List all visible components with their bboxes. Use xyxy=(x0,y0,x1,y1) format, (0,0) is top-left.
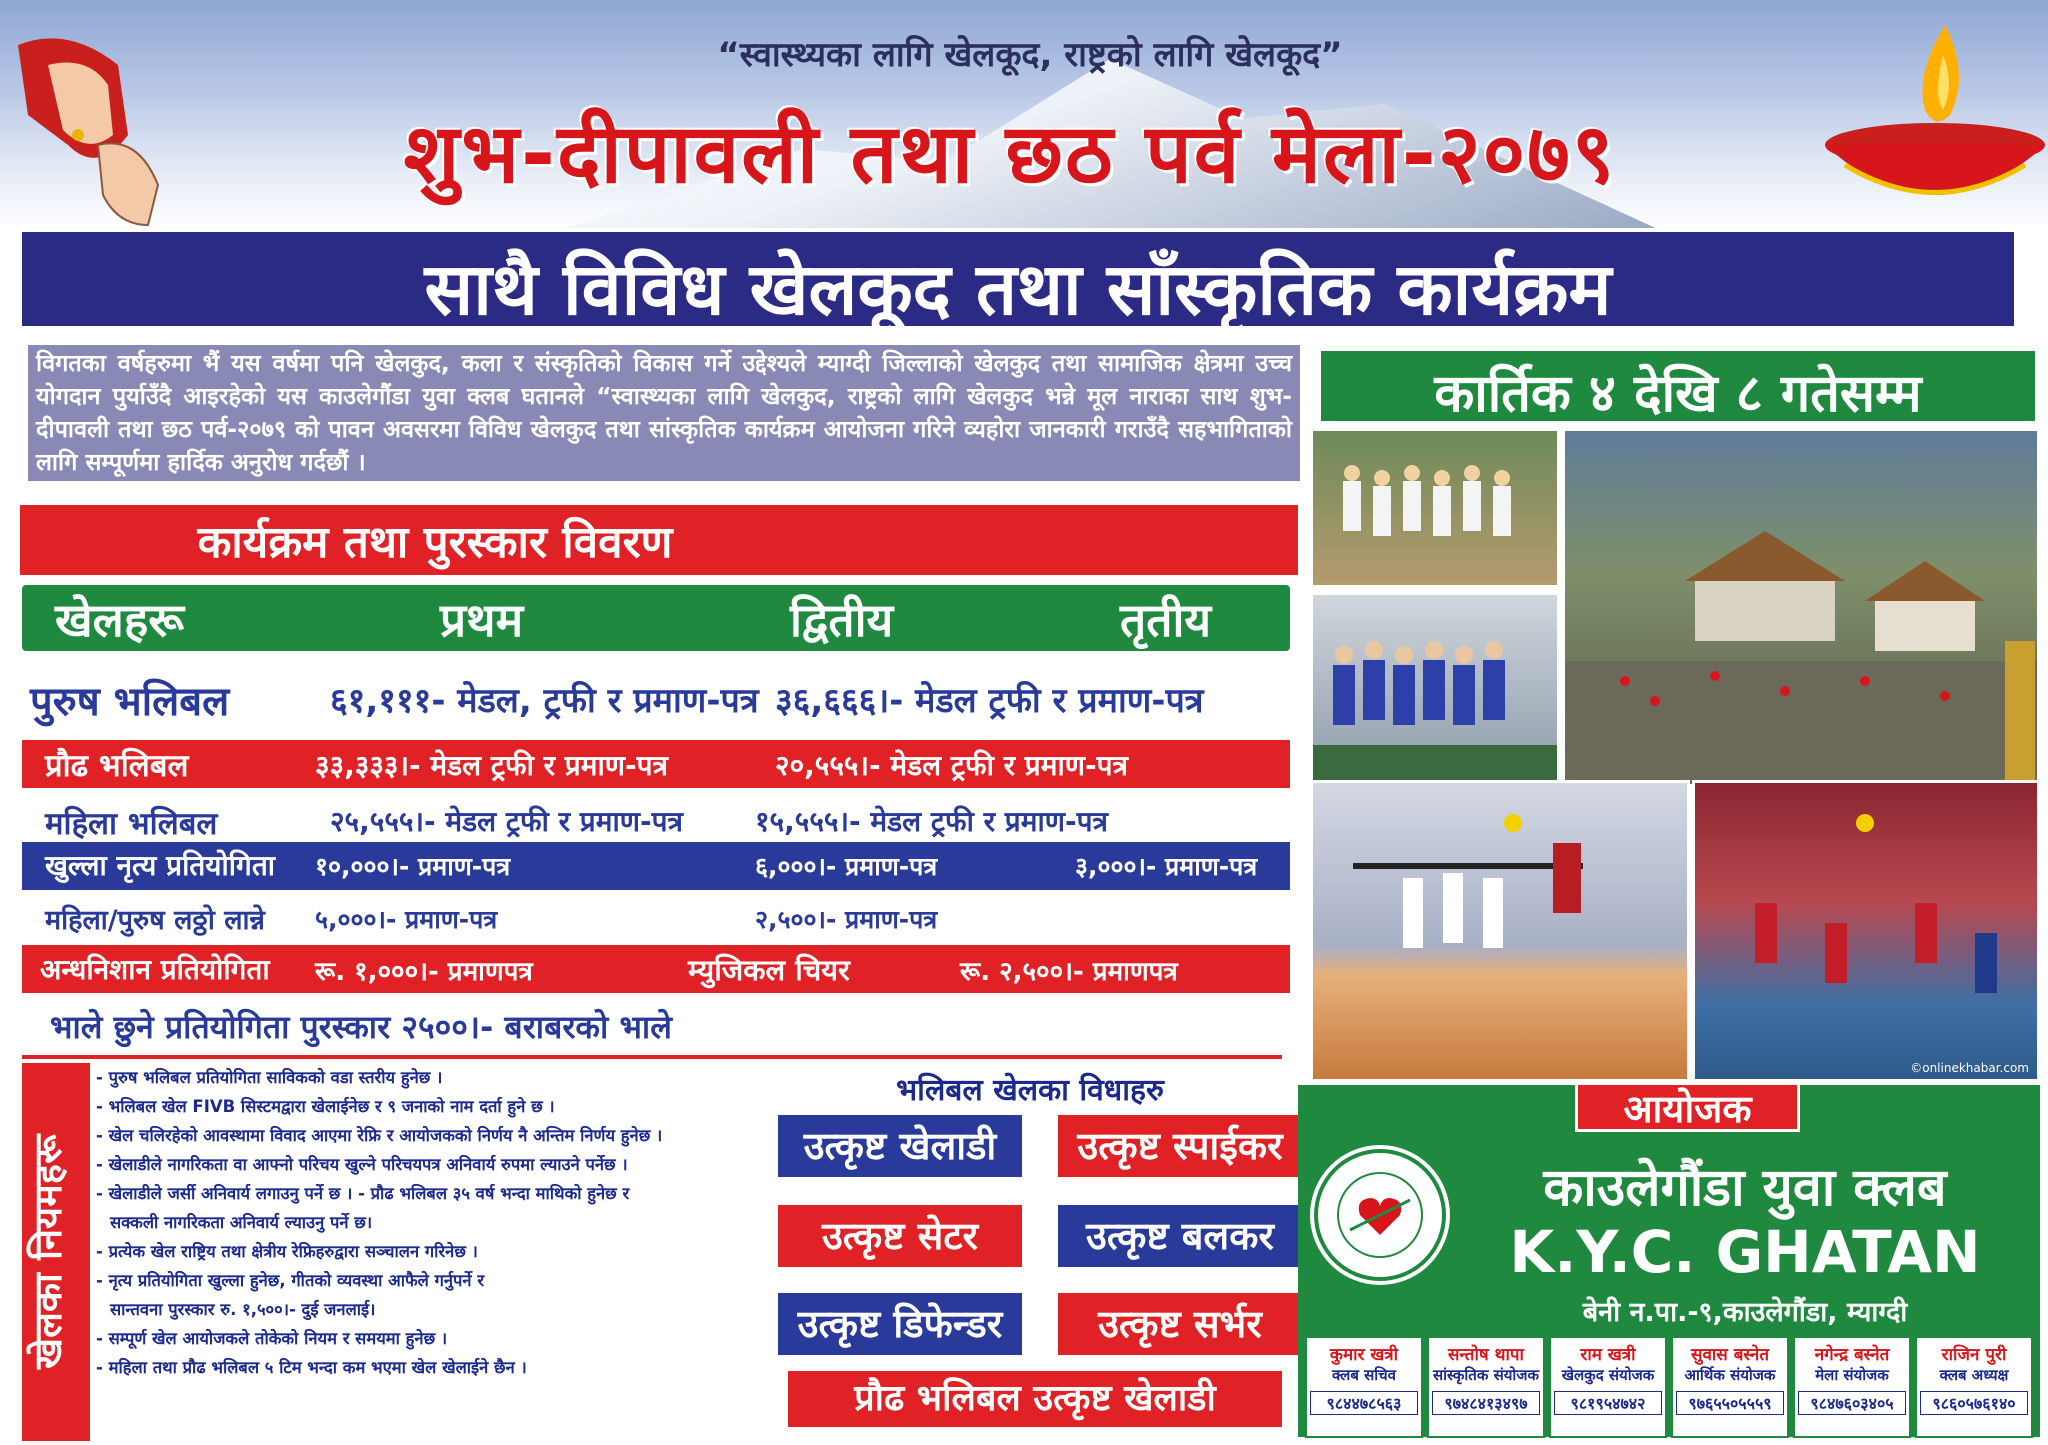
rule-item: सान्तवना पुरस्कार रु. १,५००।- दुई जनलाई। xyxy=(110,1300,376,1319)
organizer-label: आयोजक xyxy=(1623,1087,1752,1131)
rule-item: - प्रत्येक खेल राष्ट्रिय तथा क्षेत्रीय रेफ्रिहरुद्वारा सञ्चालन गरिनेछ । xyxy=(96,1242,478,1261)
row3-first: २५,५५५।- मेडल ट्रफी र प्रमाण-पत्र xyxy=(330,805,683,838)
member-name: सन्तोष थापा xyxy=(1448,1345,1524,1365)
section-divider xyxy=(22,1055,1282,1059)
award-best-blocker: उत्कृष्ट बलकर xyxy=(1055,1202,1305,1270)
photo-team-volleyball xyxy=(1310,428,1560,588)
club-name-english: K.Y.C. GHATAN xyxy=(1509,1218,1981,1286)
member-name: सुवास बस्नेत xyxy=(1690,1345,1770,1365)
row1-first: ६१,१११- मेडल, ट्रफी र प्रमाण-पत्र xyxy=(330,681,759,721)
rule-item: सक्कली नागरिकता अनिवार्य ल्याउनु पर्ने छ। xyxy=(110,1213,373,1232)
member-role: खेलकुद संयोजक xyxy=(1561,1366,1655,1384)
award-best-senior-player: प्रौढ भलिबल उत्कृष्ट खेलाडी xyxy=(785,1368,1285,1430)
photo-credit: ©onlinekhabar.com xyxy=(1910,1061,2029,1075)
rule-item: - पुरुष भलिबल प्रतियोगिता साविकको वडा स्तरीय हुनेछ । xyxy=(96,1068,443,1087)
member-card xyxy=(1915,1336,2033,1438)
rule-item: - खेलाडीले जर्सी अनिवार्य लगाउनु पर्ने छ । - प्रौढ भलिबल ३५ वर्ष भन्दा माथिको हुनेछ र xyxy=(96,1184,630,1203)
award-best-defender: उत्कृष्ट डिफेन्डर xyxy=(775,1290,1025,1358)
member-role: मेला संयोजक xyxy=(1815,1366,1889,1384)
row2-first: ३३,३३३।- मेडल ट्रफी र प्रमाण-पत्र xyxy=(315,749,668,782)
member-role: क्लब अध्यक्ष xyxy=(1939,1366,2009,1384)
rule-item: - नृत्य प्रतियोगिता खुल्ला हुनेछ, गीतको व्यवस्था आफैले गर्नुपर्ने र xyxy=(96,1271,485,1290)
photo-team-blue-jersey xyxy=(1310,592,1560,787)
row4-game: खुल्ला नृत्य प्रतियोगिता xyxy=(45,849,276,882)
member-phone: ९७४८४१३४९७ xyxy=(1432,1391,1540,1415)
award-best-spiker: उत्कृष्ट स्पाईकर xyxy=(1055,1112,1305,1180)
row4-first: १०,०००।- प्रमाण-पत्र xyxy=(315,852,511,881)
row4-third: ३,०००।- प्रमाण-पत्र xyxy=(1075,852,1258,881)
event-date: कार्तिक ४ देखि ८ गतेसम्म xyxy=(1434,364,1922,424)
member-card xyxy=(1427,1336,1545,1438)
main-title: शुभ-दीपावली तथा छठ पर्व मेला-२०७९ xyxy=(403,107,1617,202)
row5-first: ५,०००।- प्रमाण-पत्र xyxy=(315,905,498,934)
club-name-nepali: काउलेगौंडा युवा क्लब xyxy=(1543,1158,1947,1218)
row6-second: म्युजिकल चियर xyxy=(688,953,850,987)
diya-lamp-icon xyxy=(1795,15,2045,225)
volleyball-awards-title: भलिबल खेलका विधाहरु xyxy=(896,1073,1164,1108)
row3-game: महिला भलिबल xyxy=(45,806,218,842)
subtitle: साथै विविध खेलकूद तथा साँस्कृतिक कार्यक्रम xyxy=(424,247,1612,331)
rule-item: - खेलाडीले नागरिकता वा आफ्नो परिचय खुल्ने परिचयपत्र अनिवार्य रुपमा ल्याउने पर्नेछ । xyxy=(96,1155,628,1174)
row2-game: प्रौढ भलिबल xyxy=(45,748,189,784)
header-first: प्रथम xyxy=(440,593,524,647)
row4-second: ६,०००।- प्रमाण-पत्र xyxy=(755,852,938,881)
rule-item: - सम्पूर्ण खेल आयोजकले तोकेको नियम र समयमा हुनेछ । xyxy=(96,1329,448,1348)
club-address: बेनी न.पा.-९,काउलेगौंडा, म्याग्दी xyxy=(1582,1297,1908,1328)
header-third: तृतीय xyxy=(1120,593,1212,647)
intro-paragraph: विगतका वर्षहरुमा भैं यस वर्षमा पनि खेलकुद, कला र संस्कृतिको विकास गर्ने उद्देश्यले म्याग्दी जिल्लाको खेलकुद तथा सामाजिक क्षेत्रमा उच्च योगदान पुर्याउँदै आइरहेको यस काउलेगौंडा युवा क्लब घतानले “स्वास्थ्यका लागि खेलकुद, राष्ट्रको लागि खेलकुद भन्ने मूल नाराका साथ शुभ-दीपावली तथा छठ पर्व-२०७९ को पावन अवसरमा विविध खेलकुद तथा सांस्कृतिक कार्यक्रम आयोजना गरिने व्यहोरा जानकारी गराउँदै सहभागिताको लागि सम्पूर्णमा हार्दिक अनुरोध गर्दछौं । xyxy=(28,345,1300,481)
member-name: राम खत्री xyxy=(1580,1345,1636,1365)
member-phone: ९७६५५०५५५९ xyxy=(1676,1391,1784,1415)
award-best-setter: उत्कृष्ट सेटर xyxy=(775,1202,1025,1270)
photo-temple-festival xyxy=(1562,428,2040,787)
member-phone: ९८४४७८५६३ xyxy=(1310,1391,1418,1415)
award-best-server: उत्कृष्ट सर्भर xyxy=(1055,1290,1305,1358)
row5-game: महिला/पुरुष लठ्ठो लान्ने xyxy=(45,905,265,936)
member-role: सांस्कृतिक संयोजक xyxy=(1433,1366,1539,1384)
rule-item: - भलिबल खेल FIVB सिस्टमद्वारा खेलाईनेछ र ९ जनाको नाम दर्ता हुने छ । xyxy=(96,1097,555,1116)
row6-third: रू. २,५००।- प्रमाणपत्र xyxy=(960,957,1178,987)
member-card xyxy=(1793,1336,1911,1438)
member-card xyxy=(1671,1336,1789,1438)
photo-women-volleyball xyxy=(1692,780,2040,1082)
row2-second: २०,५५५।- मेडल ट्रफी र प्रमाण-पत्र xyxy=(775,749,1128,782)
row3-second: १५,५५५।- मेडल ट्रफी र प्रमाण-पत्र xyxy=(755,805,1108,838)
rule-item: - महिला तथा प्रौढ भलिबल ५ टिम भन्दा कम भएमा खेल खेलाईने छैन । xyxy=(96,1358,527,1377)
header-second: द्वितीय xyxy=(790,593,894,647)
member-role: क्लब सचिव xyxy=(1331,1366,1397,1384)
rooster-competition: भाले छुने प्रतियोगिता पुरस्कार २५००।- बराबरको भाले xyxy=(50,1008,672,1046)
slogan: “स्वास्थ्यका लागि खेलकूद, राष्ट्रको लागि खेलकूद” xyxy=(717,35,1343,75)
member-name: नगेन्द्र बस्नेत xyxy=(1814,1345,1890,1365)
namaste-woman-icon xyxy=(8,25,188,235)
club-logo-icon xyxy=(1305,1140,1455,1290)
program-title: कार्यक्रम तथा पुरस्कार विवरण xyxy=(197,517,673,568)
member-name: राजिन पुरी xyxy=(1941,1345,2007,1365)
member-card xyxy=(1549,1336,1667,1438)
row6-first: रू. १,०००।- प्रमाणपत्र xyxy=(315,957,533,987)
table-header xyxy=(22,585,1290,651)
rule-item: - खेल चलिरहेको आवस्थामा विवाद आएमा रेफ्रि र आयोजकको निर्णय नै अन्तिम निर्णय हुनेछ । xyxy=(96,1126,663,1145)
row1-game: पुरुष भलिबल xyxy=(30,679,230,725)
member-name: कुमार खत्री xyxy=(1329,1345,1399,1365)
member-phone: ९८४७६०३४०५ xyxy=(1798,1391,1906,1415)
row5-second: २,५००।- प्रमाण-पत्र xyxy=(755,905,938,934)
member-phone: ९८१९५४७४२ xyxy=(1554,1391,1662,1415)
member-role: आर्थिक संयोजक xyxy=(1684,1366,1776,1384)
member-phone: ९८६०५७६१४० xyxy=(1920,1391,2028,1415)
photo-volleyball-spike xyxy=(1310,780,1690,1082)
row6-game: अन्धनिशान प्रतियोगिता xyxy=(40,953,270,986)
rules-side-label: खेलका नियमहरू xyxy=(26,1134,70,1370)
header-games: खेलहरू xyxy=(55,593,184,647)
member-card xyxy=(1305,1336,1423,1438)
award-best-player: उत्कृष्ट खेलाडी xyxy=(775,1112,1025,1180)
row1-second: ३६,६६६।- मेडल ट्रफी र प्रमाण-पत्र xyxy=(775,681,1204,721)
rules-list xyxy=(96,1063,776,1382)
